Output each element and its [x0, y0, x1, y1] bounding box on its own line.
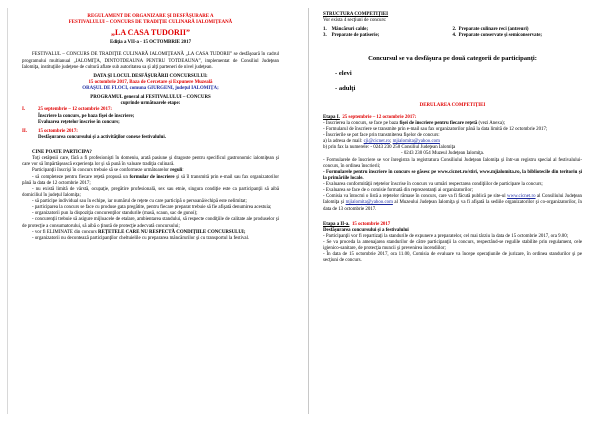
rule-eliminated [22, 230, 279, 236]
rule-eliminated-b: REŢETELE CARE NU RESPECTĂ CONDIŢIILE CONCURSULUI; [98, 229, 246, 235]
section-2-num: 2. [452, 27, 457, 33]
stage2-sub: Desfăşurarea concursului şi a festivalului [323, 227, 409, 233]
s1-committee: - Evaluarea se face de o comisie formată din reprezentanţi ai organizatorilor; [323, 188, 473, 194]
site-link-cicnet[interactable]: www.cicnet.ro [507, 194, 536, 200]
s1-registration: - Formularele de înscriere se vor înregistra la registratura Consiliului Judeţean Ialomiţa şi într-un registru special al festivalului-concurs, în ordinea înscrierii; [323, 157, 582, 169]
section-4 [453, 33, 583, 39]
section-4-label: Preparate conservate şi semiconservate; [458, 33, 543, 39]
s1-list [323, 194, 582, 212]
rule-teams: - să participe individual sau în echipe, iar numărul de reţete cu care participă o persoană/echipă este nelimitat; [32, 199, 247, 204]
s1-list-b: al Consiliului Judeţean Ialomiţa şi [323, 194, 583, 206]
stage2-line1: Desfăşurarea concursului şi a activităţilor conexe festivalului. [38, 134, 166, 140]
stage2-date: 15 octombrie 2017: [38, 128, 78, 134]
email-link-museum[interactable]: mjialomita@yahoo.com [392, 139, 440, 145]
stage2-label: Etapa a II-a. [323, 221, 350, 227]
stage1-row [22, 107, 279, 125]
section-1-num: 1. [323, 27, 327, 33]
s1-form-send: - Formularul de înscriere se transmite prin e-mail sau fax organizatorilor până la data limită de 12 octombrie 2017; [323, 126, 548, 132]
rule-age: - nu există limită de vârstă, ocupaţie, pregătire profesională, sex sau etnie, singura condiţie este ca participanţii să aibă domiciliul în judeţul Ialomiţa; [22, 186, 279, 198]
stage2-num: II. [22, 128, 28, 134]
run-heading: DERULAREA COMPETIŢIEI [419, 102, 486, 108]
stage2-date-right: 15 octombrie 2017 [351, 221, 391, 227]
regulation-title-line1: REGULAMENT DE ORGANIZARE ŞI DESFĂŞURARE A [87, 14, 214, 19]
rule-form [22, 175, 279, 187]
program-heading: PROGRAMUL general al FESTIVALULUI – CONCURS [90, 95, 211, 101]
section-1-label: Mâncăruri calde; [331, 27, 369, 33]
s1-forms-a: - Formularele pentru înscriere în concurs se găsesc pe [323, 169, 437, 175]
date-heading: DATA ŞI LOCUL DESFĂŞURĂRII CONCURSULUI: [93, 73, 208, 79]
section-4-num: 4. [452, 33, 457, 39]
stage1-label: Etapa I. [323, 114, 340, 120]
festival-name: „LA CASA TUDORII” [111, 28, 190, 38]
category-pupils: - elevi [335, 69, 352, 77]
rule-eliminated-a: - vor fi ELIMINATE din concurs [32, 229, 97, 235]
stage1-date-right: 25 septembrie – 12 octombrie 2017: [342, 114, 417, 120]
s1-send-methods: - Înscrierile se pot face prin transmiterea fişelor de concurs: [323, 133, 440, 139]
s1-enrolment-a: - Înscrierea la concurs, se face pe baza [323, 120, 399, 126]
date-line2: ORAŞUL DE FLOCI, comuna GIURGENI, judeţul IALOMIŢA; [82, 86, 219, 91]
rule-stands: - organizatorii pun la dispoziţia concurenţilor standurile (masă, scaun, sac de gunoi); [32, 211, 198, 217]
category-adults: - adulţi [335, 84, 356, 92]
rule-costs: - organizatorii nu decontează participanţilor cheltuielile cu prepararea mâncărurilor şi cu transportul la festival. [32, 235, 250, 241]
section-3-num: 3. [323, 33, 327, 39]
s1-fax-line1: b) prin fax la numerele: - 0243 230 250 Consiliul Judeţean Ialomiţa [323, 145, 456, 151]
s1-list-a: - Comisia va întocmi o listă a reţetelor rămase în concurs, care va fi făcută publică pe site-ul [323, 194, 506, 200]
stage1-line1: Înscriere la concurs, pe baza fişei de înscriere; [38, 113, 135, 119]
s1-enrolment-c: (vezi Anexa); [478, 120, 505, 126]
s1-email-prefix: a) la adresa de mail: [323, 139, 363, 145]
left-page [7, 8, 289, 414]
rules-word: reguli [170, 168, 183, 174]
s2-judging: - În data de 15 octombrie 2017, ora 11.00, Comisia de evaluare va începe operaţiunile de jurizare, în ordinea standurilor şi pe secţiuni de concurs. [323, 252, 582, 264]
stage1-date: 25 septembrie – 12 octombrie 2017: [38, 107, 113, 113]
stage1-num: I. [22, 107, 26, 113]
s1-enrolment-b: fişei de înscriere pentru fiecare reţetă [399, 120, 478, 126]
intro-paragraph: FESTIVALUL – CONCURS DE TRADIŢIE CULINARĂ IALOMIŢEANĂ „LA CASA TUDORII” se desfăşoară în cadrul programului multianual „IALOMIŢA, DINTOTDEAUNA PENTRU TOTDEAUNA”, implementat de Consiliul Judeţean Ialomiţa, instituţiile judeţene de cultură aflate sub autoritatea sa şi alţi parteneri de nivel judeţean. [22, 52, 279, 70]
structure-heading: STRUCTURA COMPETIŢIEI [323, 12, 389, 17]
section-3-label: Preparate de patiserie; [331, 33, 380, 39]
section-2-label: Preparate culinare reci (antreuri) [458, 27, 529, 33]
stage2-row [22, 129, 279, 141]
s2-allocation: - Participanţii vor fi repartizaţi la standurile de expunere a preparatelor, cel mai târziu la data de 15 octombrie 2017, ora 9.00; [323, 233, 569, 239]
s1-forms-b: www.cicnet.ro/stiri, www.mjialomita.ro, la bibliotecile din teritoriu şi la primăriile locale. [323, 169, 582, 181]
rules-intro-text: Participanţii înscrişi în concurs trebuie să se conformeze următoarelor [32, 168, 169, 174]
section-3 [323, 33, 453, 39]
who-paragraph1: Toţi cetăţenii care, fără a fi profesionişti în domeniu, arată pasiune şi dragoste pentru specificul gastronomic ialomiţean şi care vor să împărtăşească experienţa lor şi să pună în valoare tradiţia culinară. [22, 156, 279, 168]
s1-fax-line2: - 0243 230 054 Muzeul Judeţean Ialomiţa. [401, 151, 484, 157]
rule-form-a: - să completeze pentru fiecare reţetă propusă un [32, 174, 128, 180]
rule-form-c: şi să îl transmită prin e-mail sau fax organizatorilor până la data de 12 octombrie 2017; [22, 174, 279, 186]
edition-line: Ediţia a VII-a - 15 OCTOMBRIE 2017 [109, 40, 192, 46]
rule-display: - concurenţii trebuie să asigure mijloacele de etalare, ambientarea standului, să respecte condiţiile de calitate ale produselor şi de protecţie a consumatorului, să aibă o ţinută de protecţie adecvată concursului; [22, 217, 279, 229]
who-rules-intro: Participanţii înscrişi în concurs trebuie să se conformeze următoarelor reguli: [32, 168, 184, 174]
stage1-line2: Evaluarea reţetelor înscrise în concurs; [38, 119, 120, 125]
rule-form-b: formular de înscriere [129, 174, 175, 180]
s2-setup: - Se va proceda la amenajarea standurilor de către participanţii la concurs, respectând-se regulile stabilite prin regulament, cele igienico-sanitare, de protecţia muncii şi prevenirea incendiilor; [323, 240, 582, 252]
sections-grid [323, 27, 582, 39]
categories-heading: Concursul se va desfăşura pe două categorii de participanţi: [368, 55, 537, 63]
right-page [308, 8, 590, 414]
s1-email-sep: ; [390, 139, 392, 145]
s1-list-c: al Muzeului Judeţean Ialomiţa şi va fi afişată la sediile organizatorilor şi co-organizatorilor, în data de 13 octombrie 2017. [323, 200, 582, 212]
s1-forms-available [323, 170, 582, 182]
who-heading: CINE POATE PARTICIPA? [32, 150, 92, 155]
s1-conformity: - Evaluarea conformităţii reţetelor înscrise în concurs va urmări respectarea condiţiilor de participare la concurs; [323, 182, 543, 188]
regulation-title-line2: FESTIVALULUI – CONCURS DE TRADIŢIE CULINARĂ IALOMIŢEANĂ [68, 20, 233, 26]
rule-products: - participarea la concurs se face cu produse gata pregătite, pentru fiecare preparat trebuie să fie afişată denumirea acestuia; [32, 205, 272, 211]
email-link-museum-2[interactable]: mjialomita@yahoo.com [345, 200, 393, 206]
program-sub: cuprinde următoarele etape: [120, 101, 181, 107]
email-link-cji[interactable]: cji@cicnet.ro [363, 139, 390, 145]
structure-sub: Vor exista 4 secţiuni de concurs: [323, 18, 387, 24]
date-line1: 15 octombrie 2017, Baza de Cercetare şi Expunere Muzeală [88, 79, 213, 85]
